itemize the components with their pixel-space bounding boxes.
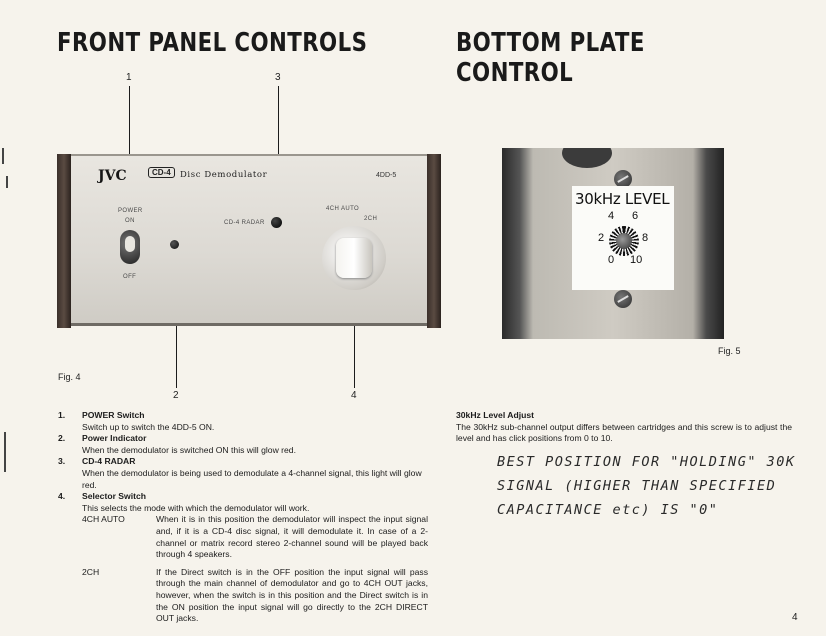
list-item	[58, 433, 428, 456]
mode-key: 2CH	[82, 566, 100, 577]
item-text: When the demodulator is switched ON this will glow red.	[82, 444, 296, 455]
fig-5-label: Fig. 5	[718, 346, 741, 356]
mode-row	[82, 514, 428, 560]
on-label: ON	[125, 218, 135, 224]
selector-knob	[336, 238, 372, 278]
panel-end-cap	[427, 154, 441, 328]
panel-title: Disc Demodulator	[180, 170, 268, 180]
callout-4: 4	[351, 390, 357, 401]
dial-number: 4	[608, 210, 615, 222]
twoch-label: 2CH	[364, 216, 378, 222]
callout-1: 1	[126, 72, 132, 83]
handwritten-line: CAPACITANCE etc) IS "0"	[497, 502, 719, 518]
radar-label: CD-4 RADAR	[224, 220, 265, 226]
item-number: 2.	[58, 433, 66, 444]
item-title: CD-4 RADAR	[82, 456, 136, 467]
item-text: Switch up to switch the 4DD-5 ON.	[82, 421, 215, 432]
handwritten-note	[497, 450, 817, 522]
item-title: POWER Switch	[82, 410, 145, 420]
margin-mark	[2, 148, 4, 164]
item-number: 1.	[58, 410, 66, 420]
handwritten-line: SIGNAL (HIGHER THAN SPECIFIED	[497, 478, 777, 494]
power-label: POWER	[118, 208, 143, 214]
level-adjust-text: The 30kHz sub-channel output differs between cartridges and this screw is to adjust the level and has click positions from 0 to 10.	[456, 421, 792, 444]
panel-model: 4DD-5	[376, 172, 397, 179]
dial-number: 8	[642, 232, 649, 244]
panel-brand: JVC	[98, 168, 127, 184]
dial-number: 0	[608, 254, 615, 266]
item-number: 3.	[58, 456, 66, 467]
item-text: This selects the mode with which the demodulator will work.	[82, 502, 310, 513]
auto-label: 4CH AUTO	[326, 206, 360, 212]
item-text: When the demodulator is being used to demodulate a 4-channel signal, this light will glow red.	[82, 467, 422, 490]
dial-number: 6	[632, 210, 639, 222]
controls-list	[58, 410, 428, 625]
mode-text: If the Direct switch is in the OFF position the input signal will pass through the main channel of demodulator and go to 4CH OUT jacks, however, when the switch is in this position and the Direct switch is in the ON position the input signal will go directly to the 2CH DIRECT OUT jacks.	[156, 566, 428, 624]
panel-end-cap	[57, 154, 71, 328]
dial-number: 10	[630, 254, 643, 266]
margin-mark	[6, 176, 8, 188]
dial-number: 2	[598, 232, 605, 244]
mode-text: When it is in this position the demodulator will inspect the input signal and, if it is a CD-4 disc signal, it will demodulate it. In case of a 2-channel or matrix record stereo 2-channel sound will be played back through 4 speakers.	[156, 514, 428, 560]
level-title: 30kHz LEVEL	[575, 190, 670, 208]
cd4-radar-light	[271, 217, 282, 228]
level-adjust-section	[456, 410, 792, 445]
fig-4-label: Fig. 4	[58, 372, 81, 382]
screw-icon	[614, 290, 632, 308]
list-item	[58, 456, 428, 491]
mode-key: 4CH AUTO	[82, 514, 125, 525]
bottom-plate-heading: BOTTOM PLATE CONTROL	[456, 28, 645, 88]
list-item	[58, 491, 428, 625]
item-title: Selector Switch	[82, 491, 146, 502]
level-adjust-title: 30kHz Level Adjust	[456, 410, 535, 420]
front-panel-photo	[58, 154, 440, 326]
mode-row	[82, 567, 428, 625]
callout-3: 3	[275, 72, 281, 83]
page-number: 4	[792, 612, 798, 623]
power-switch-lever	[125, 236, 135, 252]
power-indicator	[170, 240, 179, 249]
off-label: OFF	[123, 274, 137, 280]
panel-cd4-badge: CD-4	[148, 167, 175, 178]
list-item	[58, 410, 428, 433]
plate-hole	[562, 148, 612, 168]
margin-mark	[4, 432, 6, 472]
callout-2: 2	[173, 390, 179, 401]
level-dial-screw	[616, 233, 632, 249]
level-label-card	[572, 186, 674, 290]
front-panel-heading: FRONT PANEL CONTROLS	[57, 28, 368, 58]
item-number: 4.	[58, 491, 66, 502]
bottom-plate-photo	[502, 148, 724, 339]
handwritten-line: BEST POSITION FOR "HOLDING" 30K	[497, 454, 796, 470]
item-title: Power Indicator	[82, 433, 147, 444]
